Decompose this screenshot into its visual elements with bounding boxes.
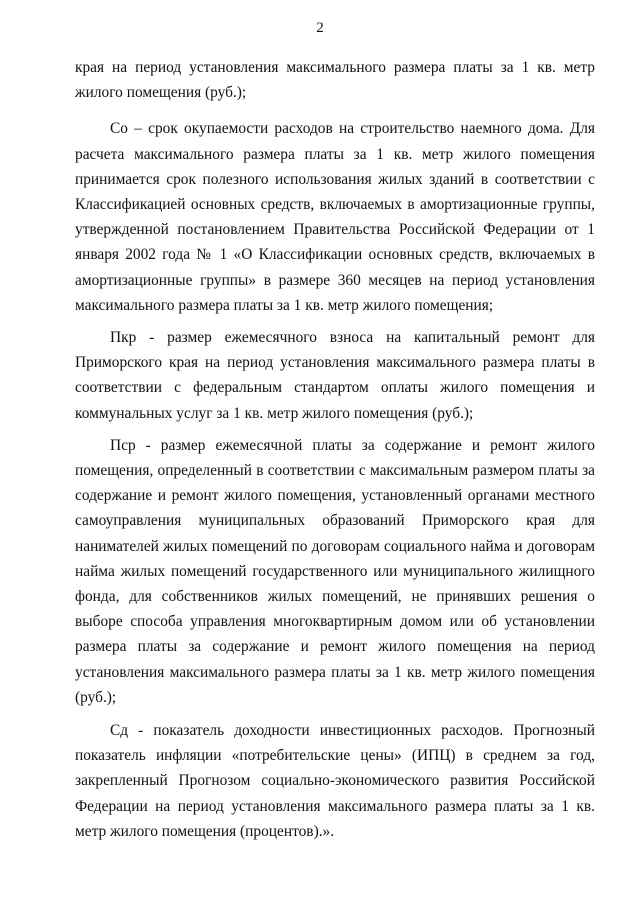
paragraph-pkr-definition: Пкр - размер ежемесячного взноса на капитальный ремонт для Приморского края на период установления максимального размера платы в соответствии с федеральным стандартом оплаты жилого помещения и коммунальных услуг за 1 кв. метр жилого помещения (руб.); — [75, 329, 595, 422]
paragraph-psr-definition: Пср - размер ежемесячной платы за содержание и ремонт жилого помещения, определенный в соответствии с максимальным размером платы за содержание и ремонт жилого помещения, установленный органами местного самоуправления муниципальных образований Приморского края для нанимателей жилых помещений по договорам социального найма и договорам найма жилых помещений государственного или муниципального жилищного фонда, для собственников жилых помещений, не принявших решения о выборе способа управления многоквартирным домом или об установлении размера платы за содержание и ремонт жилого помещения на период установления максимального размера платы за 1 кв. метр жилого помещения (руб.); — [75, 436, 595, 706]
page-number: 2 — [316, 20, 324, 36]
paragraph-sd-definition: Сд - показатель доходности инвестиционных расходов. Прогнозный показатель инфляции «потребительские цены» (ИПЦ) в среднем за год, закрепленный Прогнозом социально-экономического развития Российской Федерации на период установления максимального размера платы за 1 кв. метр жилого помещения (процентов).». — [75, 722, 595, 840]
paragraph-co-definition: Со – срок окупаемости расходов на строительство наемного дома. Для расчета максимального размера платы за 1 кв. метр жилого помещения принимается срок полезного использования жилых зданий в соответствии с Классификацией основных средств, включаемых в амортизационные группы, утвержденной постановлением Правительства Российской Федерации от 1 января 2002 года № 1 «О Классификации основных средств, включаемых в амортизационные группы» в размере 360 месяцев на период установления максимального размера платы за 1 кв. метр жилого помещения; — [75, 120, 595, 314]
paragraph-continuation: края на период установления максимального размера платы за 1 кв. метр жилого помещения (руб.); — [75, 59, 595, 102]
document-body — [75, 55, 595, 851]
